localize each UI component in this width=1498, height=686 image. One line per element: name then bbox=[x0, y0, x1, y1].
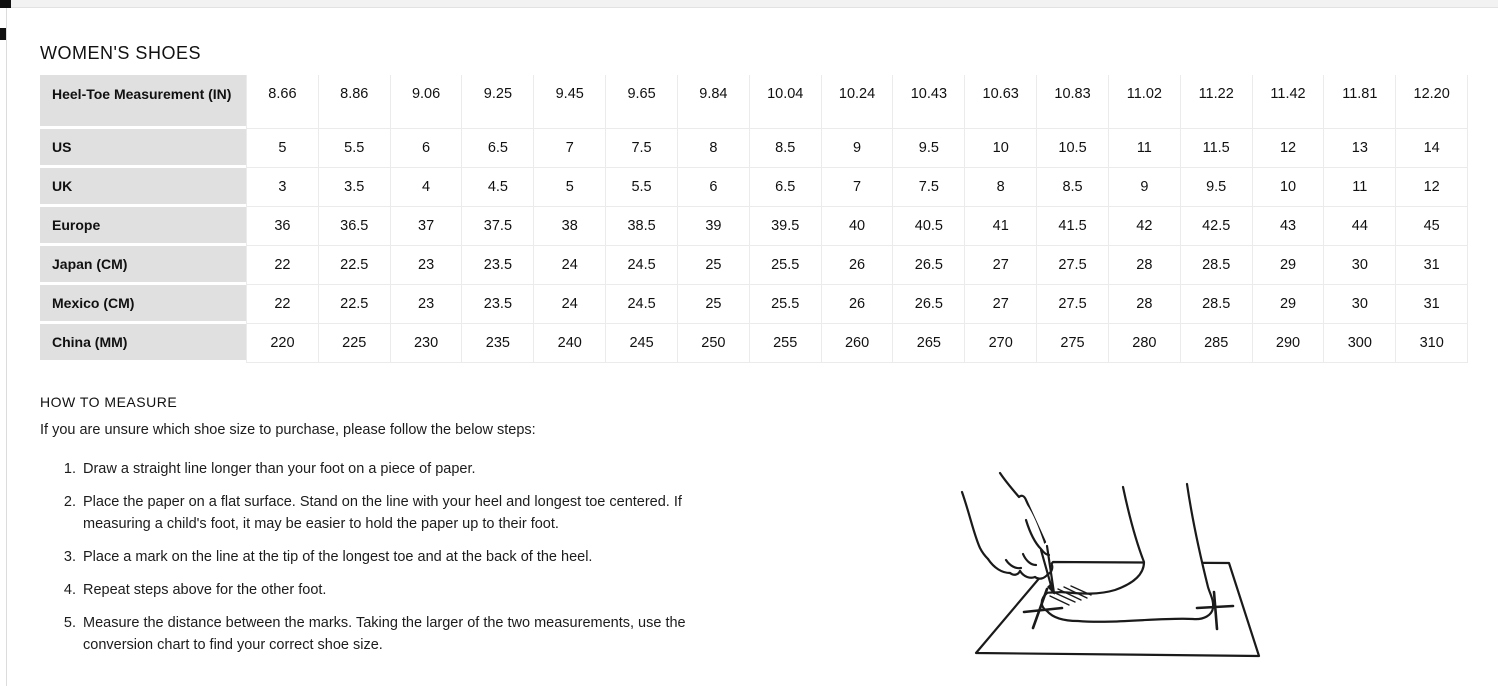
size-cell: 7.5 bbox=[893, 168, 965, 207]
size-conversion-table bbox=[40, 75, 1468, 363]
size-cell: 28.5 bbox=[1181, 246, 1253, 285]
size-cell: 8.66 bbox=[246, 75, 319, 129]
size-cell: 24 bbox=[534, 285, 606, 324]
size-cell: 30 bbox=[1324, 285, 1396, 324]
size-cell: 24.5 bbox=[606, 246, 678, 285]
size-cell: 13 bbox=[1324, 129, 1396, 168]
size-cell: 9.65 bbox=[606, 75, 678, 129]
size-cell: 37 bbox=[391, 207, 463, 246]
size-cell: 23.5 bbox=[462, 285, 534, 324]
size-cell: 27 bbox=[965, 246, 1037, 285]
size-cell: 25.5 bbox=[750, 285, 822, 324]
how-to-measure-intro: If you are unsure which shoe size to purchase, please follow the below steps: bbox=[40, 422, 536, 438]
size-cell: 10.24 bbox=[822, 75, 894, 129]
how-to-measure-steps bbox=[57, 458, 725, 667]
size-cell: 27 bbox=[965, 285, 1037, 324]
size-cell: 22 bbox=[246, 285, 319, 324]
size-cell: 10 bbox=[1253, 168, 1325, 207]
size-cell: 31 bbox=[1396, 285, 1468, 324]
size-cell: 8.5 bbox=[1037, 168, 1109, 207]
size-cell: 265 bbox=[893, 324, 965, 363]
size-cell: 22.5 bbox=[319, 285, 391, 324]
measure-step: 3. Place a mark on the line at the tip of the longest toe and at the back of the heel. bbox=[80, 546, 725, 568]
size-cell: 275 bbox=[1037, 324, 1109, 363]
arm-inner bbox=[1000, 473, 1019, 497]
size-cell: 30 bbox=[1324, 246, 1396, 285]
size-cell: 11.22 bbox=[1181, 75, 1253, 129]
size-cell: 26.5 bbox=[893, 285, 965, 324]
size-cell: 8 bbox=[678, 129, 750, 168]
size-cell: 40 bbox=[822, 207, 894, 246]
size-cell: 27.5 bbox=[1037, 285, 1109, 324]
measure-step: 4. Repeat steps above for the other foot. bbox=[80, 579, 725, 601]
size-cell: 9.45 bbox=[534, 75, 606, 129]
size-cell: 220 bbox=[246, 324, 319, 363]
size-cell: 10.43 bbox=[893, 75, 965, 129]
size-cell: 39.5 bbox=[750, 207, 822, 246]
size-cell: 44 bbox=[1324, 207, 1396, 246]
size-cell: 250 bbox=[678, 324, 750, 363]
size-cell: 38.5 bbox=[606, 207, 678, 246]
table-row bbox=[40, 129, 1468, 168]
size-cell: 42 bbox=[1109, 207, 1181, 246]
size-cell: 23 bbox=[391, 285, 463, 324]
size-cell: 28 bbox=[1109, 285, 1181, 324]
left-page-border bbox=[6, 8, 7, 686]
size-cell: 10.83 bbox=[1037, 75, 1109, 129]
size-cell: 26 bbox=[822, 246, 894, 285]
table-row bbox=[40, 324, 1468, 363]
size-cell: 7.5 bbox=[606, 129, 678, 168]
size-cell: 235 bbox=[462, 324, 534, 363]
size-cell: 11 bbox=[1324, 168, 1396, 207]
size-cell: 5 bbox=[246, 129, 319, 168]
size-cell: 8.5 bbox=[750, 129, 822, 168]
size-row-label: US bbox=[40, 129, 246, 168]
size-cell: 23.5 bbox=[462, 246, 534, 285]
size-cell: 11.5 bbox=[1181, 129, 1253, 168]
size-cell: 42.5 bbox=[1181, 207, 1253, 246]
size-cell: 9.06 bbox=[391, 75, 463, 129]
size-cell: 290 bbox=[1253, 324, 1325, 363]
size-cell: 41.5 bbox=[1037, 207, 1109, 246]
arm-outer bbox=[962, 492, 988, 559]
size-cell: 300 bbox=[1324, 324, 1396, 363]
size-cell: 43 bbox=[1253, 207, 1325, 246]
size-cell: 11.42 bbox=[1253, 75, 1325, 129]
table-row bbox=[40, 285, 1468, 324]
size-cell: 39 bbox=[678, 207, 750, 246]
size-cell: 24.5 bbox=[606, 285, 678, 324]
size-cell: 29 bbox=[1253, 246, 1325, 285]
size-cell: 230 bbox=[391, 324, 463, 363]
left-edge-notch bbox=[0, 28, 6, 40]
size-row-label: UK bbox=[40, 168, 246, 207]
foot-outline bbox=[1042, 484, 1213, 622]
size-cell: 6 bbox=[678, 168, 750, 207]
size-cell: 23 bbox=[391, 246, 463, 285]
size-row-label: Japan (CM) bbox=[40, 246, 246, 285]
size-cell: 25.5 bbox=[750, 246, 822, 285]
top-strip-black-segment bbox=[0, 0, 11, 8]
size-cell: 40.5 bbox=[893, 207, 965, 246]
size-cell: 12.20 bbox=[1396, 75, 1468, 129]
size-cell: 4 bbox=[391, 168, 463, 207]
measure-step: 1. Draw a straight line longer than your foot on a piece of paper. bbox=[80, 458, 725, 480]
size-row-label: Mexico (CM) bbox=[40, 285, 246, 324]
size-cell: 9 bbox=[822, 129, 894, 168]
size-cell: 29 bbox=[1253, 285, 1325, 324]
size-cell: 24 bbox=[534, 246, 606, 285]
size-cell: 310 bbox=[1396, 324, 1468, 363]
size-row-label: Heel-Toe Measurement (IN) bbox=[40, 75, 246, 129]
size-cell: 31 bbox=[1396, 246, 1468, 285]
size-cell: 8.86 bbox=[319, 75, 391, 129]
measure-step: 2. Place the paper on a flat surface. Stand on the line with your heel and longest toe centered. If measuring a child's foot, it may be easier to hold the paper up to their foot. bbox=[80, 491, 725, 535]
table-row bbox=[40, 168, 1468, 207]
size-cell: 28.5 bbox=[1181, 285, 1253, 324]
size-cell: 7 bbox=[534, 129, 606, 168]
size-cell: 6.5 bbox=[462, 129, 534, 168]
foot-measuring-illustration bbox=[930, 440, 1350, 686]
size-cell: 38 bbox=[534, 207, 606, 246]
size-cell: 27.5 bbox=[1037, 246, 1109, 285]
how-to-measure-heading: HOW TO MEASURE bbox=[40, 394, 178, 410]
size-cell: 3 bbox=[246, 168, 319, 207]
size-row-label: Europe bbox=[40, 207, 246, 246]
size-cell: 25 bbox=[678, 285, 750, 324]
size-cell: 5 bbox=[534, 168, 606, 207]
size-cell: 45 bbox=[1396, 207, 1468, 246]
size-cell: 6 bbox=[391, 129, 463, 168]
size-cell: 5.5 bbox=[319, 129, 391, 168]
top-page-strip bbox=[0, 0, 1498, 8]
size-cell: 10.5 bbox=[1037, 129, 1109, 168]
size-cell: 3.5 bbox=[319, 168, 391, 207]
size-cell: 25 bbox=[678, 246, 750, 285]
size-cell: 225 bbox=[319, 324, 391, 363]
size-cell: 11.02 bbox=[1109, 75, 1181, 129]
size-cell: 26.5 bbox=[893, 246, 965, 285]
size-cell: 14 bbox=[1396, 129, 1468, 168]
size-cell: 12 bbox=[1253, 129, 1325, 168]
size-cell: 28 bbox=[1109, 246, 1181, 285]
size-cell: 285 bbox=[1181, 324, 1253, 363]
size-cell: 270 bbox=[965, 324, 1037, 363]
size-cell: 26 bbox=[822, 285, 894, 324]
size-cell: 9 bbox=[1109, 168, 1181, 207]
size-cell: 6.5 bbox=[750, 168, 822, 207]
measure-step: 5. Measure the distance between the marks. Taking the larger of the two measurements, use the conversion chart to find your correct shoe size. bbox=[80, 612, 725, 656]
size-cell: 10.63 bbox=[965, 75, 1037, 129]
size-cell: 10 bbox=[965, 129, 1037, 168]
size-row-label: China (MM) bbox=[40, 324, 246, 363]
size-cell: 22.5 bbox=[319, 246, 391, 285]
table-row bbox=[40, 75, 1468, 129]
size-cell: 9.5 bbox=[893, 129, 965, 168]
size-cell: 9.25 bbox=[462, 75, 534, 129]
size-cell: 280 bbox=[1109, 324, 1181, 363]
table-row bbox=[40, 246, 1468, 285]
size-cell: 11.81 bbox=[1324, 75, 1396, 129]
size-cell: 5.5 bbox=[606, 168, 678, 207]
size-cell: 41 bbox=[965, 207, 1037, 246]
size-cell: 245 bbox=[606, 324, 678, 363]
size-cell: 36 bbox=[246, 207, 319, 246]
size-cell: 8 bbox=[965, 168, 1037, 207]
size-cell: 7 bbox=[822, 168, 894, 207]
size-cell: 10.04 bbox=[750, 75, 822, 129]
size-cell: 11 bbox=[1109, 129, 1181, 168]
size-cell: 9.84 bbox=[678, 75, 750, 129]
size-cell: 240 bbox=[534, 324, 606, 363]
size-cell: 4.5 bbox=[462, 168, 534, 207]
size-cell: 36.5 bbox=[319, 207, 391, 246]
size-cell: 12 bbox=[1396, 168, 1468, 207]
size-cell: 37.5 bbox=[462, 207, 534, 246]
size-cell: 260 bbox=[822, 324, 894, 363]
size-cell: 22 bbox=[246, 246, 319, 285]
size-cell: 255 bbox=[750, 324, 822, 363]
table-row bbox=[40, 207, 1468, 246]
page-title: WOMEN'S SHOES bbox=[40, 43, 201, 63]
size-cell: 9.5 bbox=[1181, 168, 1253, 207]
